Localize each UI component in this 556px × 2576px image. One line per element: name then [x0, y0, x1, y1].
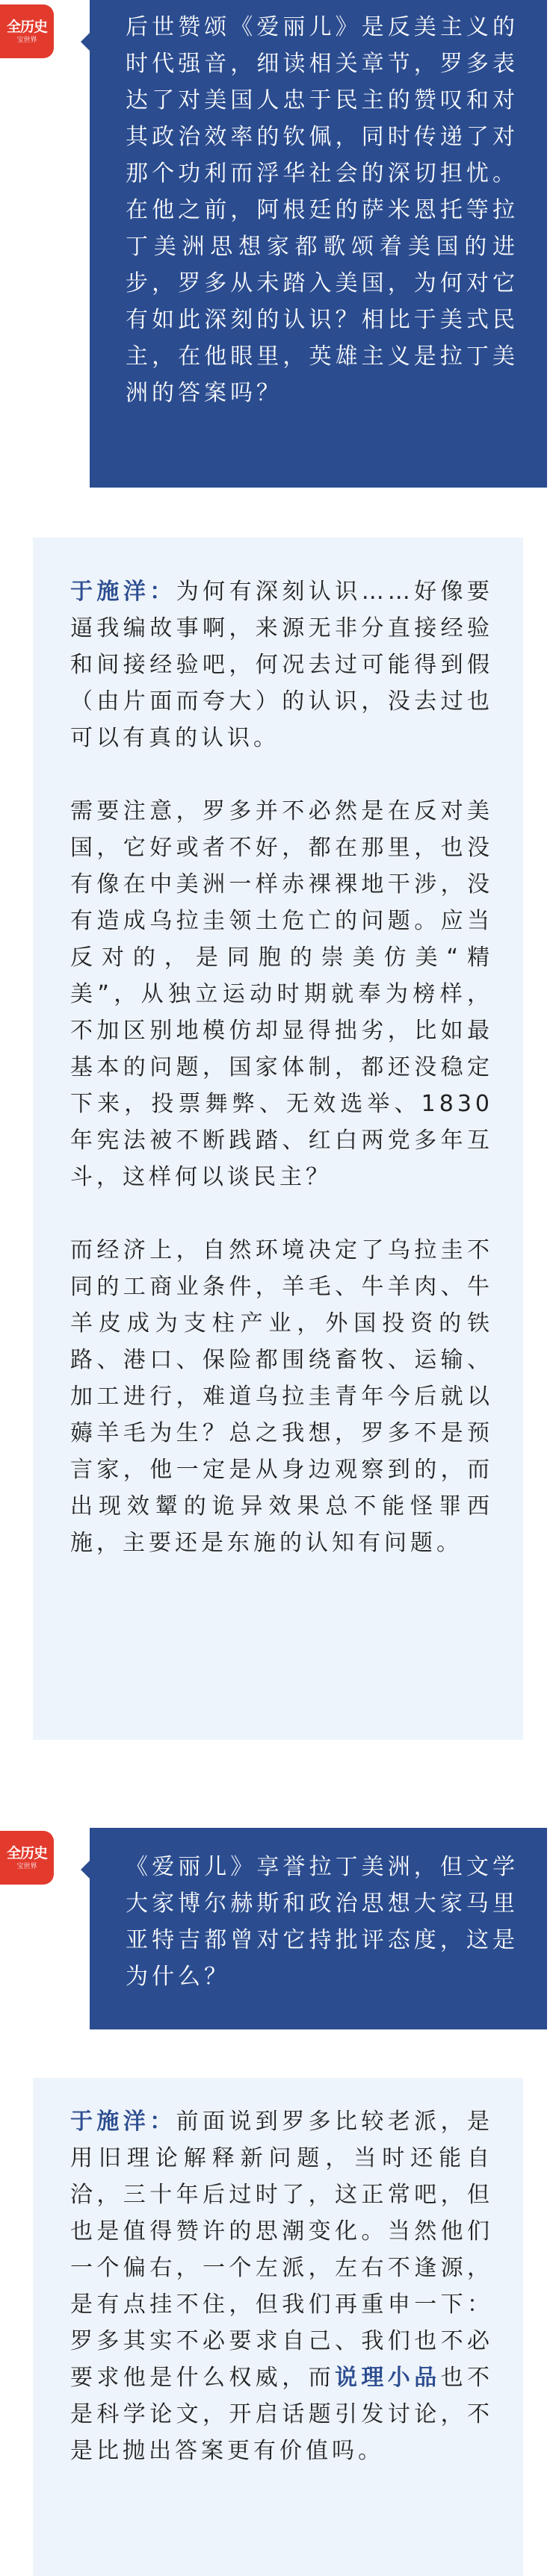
answer-text-after: 也不是科学论文，开启话题引发讨论，不是比抛出答案更有价值吗。: [70, 2365, 494, 2464]
brand-name-2: 全历史: [6, 1844, 47, 1861]
brand-logo-2: [0, 1831, 54, 1885]
brand-sub-2: 宝世界: [16, 1862, 37, 1870]
answer-paragraph-4: [70, 2103, 493, 2469]
answer-box-2: [33, 2078, 523, 2576]
answer-paragraph-3: 而经济上，自然环境决定了乌拉圭不同的工商业条件，羊毛、牛羊肉、牛羊皮成为支柱产业，外国投资的铁路、港口、保险都围绕畜牧、运输、加工进行，难道乌拉圭青年今后就以薅羊毛为生？总之我想，罗多不是预言家，他一定是从身边观察到的，而出现效颦的诡异效果总不能怪罪西施，主要还是东施的认知有问题。: [70, 1237, 493, 1556]
answer-paragraph-2: 需要注意，罗多并不必然是在反对美国，它好或者不好，都在那里，也没有像在中美洲一样赤裸裸地干涉，没有造成乌拉圭领土危亡的问题。应当反对的，是同胞的崇美仿美“精美”，从独立运动时期就奉为榜样，不加区别地模仿却显得拙劣，比如最基本的问题，国家体制，都还没稳定下来，投票舞弊、无效选举、1830年宪法被不断践踏、红白两党多年互斗，这样何以谈民主？: [70, 798, 493, 1190]
answer-paragraph-1: [70, 573, 493, 756]
speaker-label-2: 于施洋：: [70, 2109, 176, 2135]
brand-logo: [0, 4, 54, 58]
question-box-1: [90, 0, 547, 488]
answer-text-1: 为何有深刻认识……好像要逼我编故事啊，来源无非分直接经验和间接经验吧，何况去过可能得到假（由片面而夸大）的认识，没去过也可以有真的认识。: [70, 579, 494, 751]
speaker-label-1: 于施洋：: [70, 579, 176, 605]
question-box-2: [90, 1828, 547, 2029]
brand-name: 全历史: [6, 18, 47, 35]
question-text-2: 《爱丽儿》享誉拉丁美洲，但文学大家博尔赫斯和政治思想大家马里亚特吉都曾对它持批评态度，这是为什么？: [126, 1854, 519, 1990]
brand-sub: 宝世界: [16, 36, 37, 44]
question-text-1: 后世赞颂《爱丽儿》是反美主义的时代强音，细读相关章节，罗多表达了对美国人忠于民主的赞叹和对其政治效率的钦佩，同时传递了对那个功利而浮华社会的深切担忧。在他之前，阿根廷的萨米恩托等拉丁美洲思想家都歌颂着美国的进步，罗多从未踏入美国，为何对它有如此深刻的认识？相比于美式民主，在他眼里，英雄主义是拉丁美洲的答案吗？: [126, 14, 519, 406]
answer-text-before: 前面说到罗多比较老派，是用旧理论解释新问题，当时还能自洽，三十年后过时了，这正常吧，但也是值得赞许的思潮变化。当然他们一个偏右，一个左派，左右不逢源，是有点挂不住，但我们再重申一下：罗多其实不必要求自己、我们也不必要求他是什么权威，而: [70, 2109, 494, 2391]
answer-box-1: [33, 538, 523, 1740]
highlight-term: 说理小品: [335, 2365, 441, 2391]
